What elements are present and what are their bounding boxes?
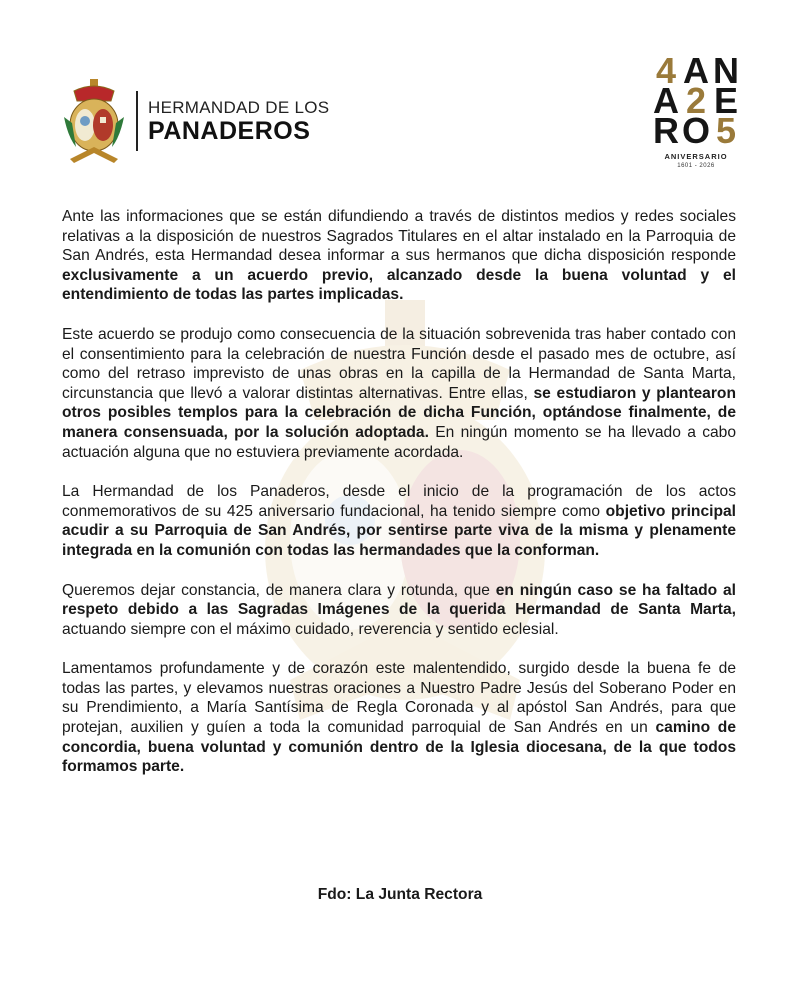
bold-text: se estudiaron y plantearon otros posibles templos para la celebración de dicha Función, optándose finalmente, de manera consensuada, por la solución adoptada. — [62, 384, 736, 441]
brotherhood-crest-icon — [60, 77, 128, 165]
brand-divider — [136, 91, 138, 151]
brand-header — [60, 76, 329, 166]
text-run: Ante las informaciones que se están difundiendo a través de distintos medios y redes sociales relativas a la disposición de nuestros Sagrados Titulares en el altar instalado en la Parroquia de San Andrés, esta Hermandad desea informar a sus hermanos que dicha disposición responde — [62, 208, 736, 265]
text-run: Lamentamos profundamente y de corazón este malentendido, surgido desde la buena fe de todas las partes, y elevamos nuestras oraciones a Nuestro Padre Jesús del Soberano Poder en su Prendimiento, a María Santísima de Regla Coronada y al apóstol San Andrés, para que protejan, auxilien y guíen a toda la comunidad parroquial de San Andrés en un — [62, 660, 736, 737]
brand-title — [148, 98, 329, 144]
anniversary-letter: A — [653, 80, 679, 121]
anniversary-letter: 5 — [715, 110, 737, 151]
bold-text: exclusivamente a un acuerdo previo, alcanzado desde la buena voluntad y el entendimiento de todas las partes implicadas. — [62, 266, 736, 304]
paragraph — [62, 482, 736, 560]
bold-text: objetivo principal acudir a su Parroquia de San Andrés, por sentirse parte viva de la misma y plenamente integrada en la comunión con todas las hermandades que la conforman. — [62, 502, 736, 559]
paragraph — [62, 581, 736, 640]
brand-line1: HERMANDAD DE LOS — [148, 98, 330, 117]
anniversary-letters — [646, 50, 746, 151]
anniversary-letter: 4 — [655, 50, 677, 91]
brand-line2: PANADEROS — [148, 117, 311, 145]
anniversary-letter: N — [713, 50, 739, 91]
anniversary-letter: 2 — [685, 80, 707, 121]
paragraph — [62, 207, 736, 305]
text-run: Este acuerdo se produjo como consecuencia de la situación sobrevenida tras haber contado con el consentimiento para la celebración de nuestra Función desde el pasado mes de octubre, así como del retraso imprevisto de unas obras en la capilla de la Hermandad de Santa Marta, circunstancia que llevó a valorar distintas alternativas. Entre ellas, — [62, 325, 736, 402]
text-run: La Hermandad de los Panaderos, desde el inicio de la programación de los actos conmemorativos de su 425 aniversario fundacional, ha tenido siempre como — [62, 483, 736, 520]
text-run: En ningún momento se ha llevado a cabo actuación alguna que no estuviera previamente acordada. — [62, 423, 737, 461]
bold-text: camino de concordia, buena voluntad y comunión dentro de la Iglesia diocesana, de la que todos formamos parte. — [62, 719, 737, 776]
text-run: actuando siempre con el máximo cuidado, reverencia y sentido eclesial. — [62, 620, 559, 638]
anniversary-letter: R — [653, 110, 679, 151]
statement-body — [62, 207, 736, 797]
anniversary-logo — [646, 50, 746, 184]
anniversary-label: ANIVERSARIO — [664, 152, 728, 161]
anniversary-letter: E — [713, 80, 738, 121]
bold-text: en ningún caso se ha faltado al respeto debido a las Sagradas Imágenes de la querida Hermandad de Santa Marta, — [62, 581, 736, 619]
anniversary-letter: A — [683, 50, 709, 91]
anniversary-letter: O — [682, 110, 711, 151]
signature: Fdo: La Junta Rectora — [317, 886, 483, 903]
anniversary-years: 1601 - 2026 — [677, 163, 715, 169]
text-run: Queremos dejar constancia, de manera clara y rotunda, que — [62, 581, 496, 599]
paragraph — [62, 325, 736, 462]
paragraph — [62, 659, 736, 777]
